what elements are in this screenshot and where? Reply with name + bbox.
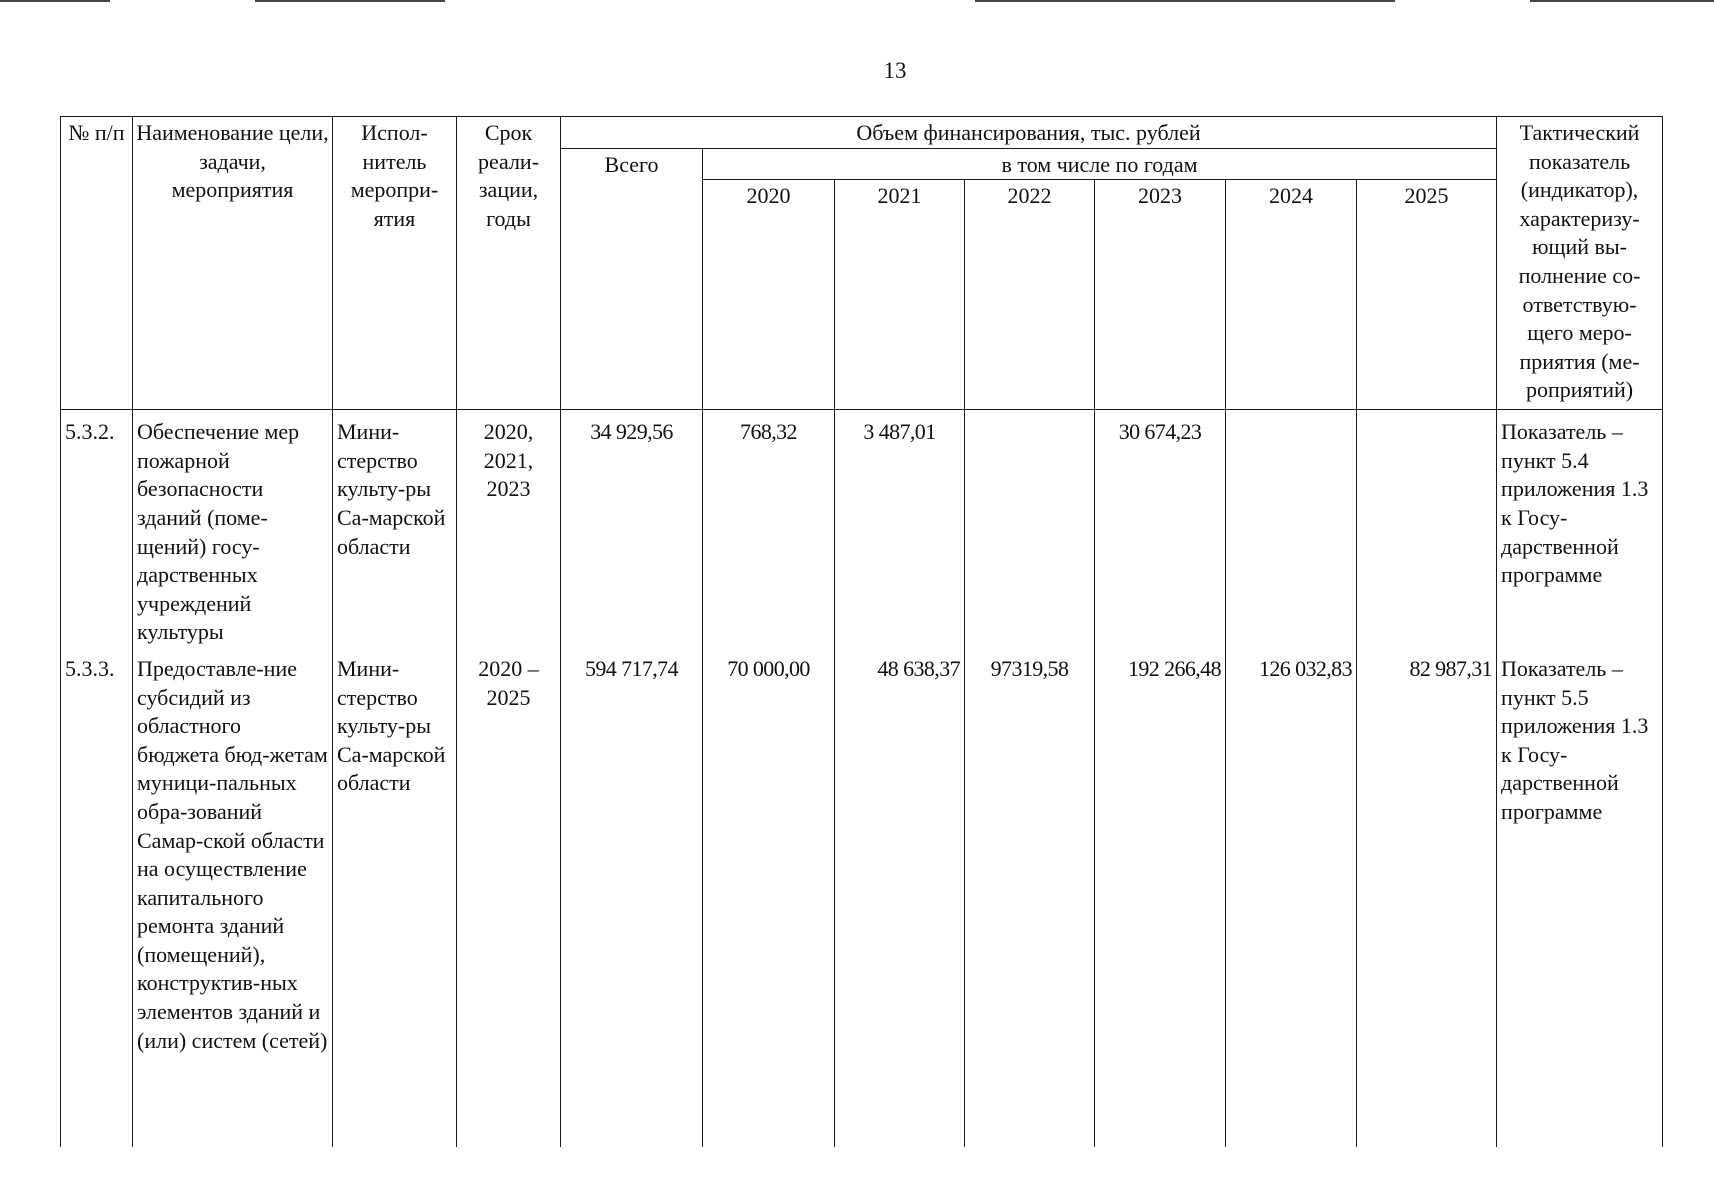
header-indicator: Тактический показатель (индикатор), характеризу-ющий вы-полнение со-ответствую-щего меро-приятия (ме-роприятий) bbox=[1497, 117, 1663, 410]
header-year-2025: 2025 bbox=[1357, 180, 1497, 410]
header-name: Наименование цели, задачи, мероприятия bbox=[133, 117, 333, 410]
row-number: 5.3.3. bbox=[61, 647, 133, 1147]
table-header bbox=[61, 117, 1663, 410]
row-value-2023: 30 674,23 bbox=[1095, 410, 1226, 647]
row-total: 34 929,56 bbox=[561, 410, 703, 647]
row-value-2020: 768,32 bbox=[703, 410, 835, 647]
row-executor: Мини-стерство культу-ры Са-марской области bbox=[333, 647, 457, 1147]
row-value-2025: 82 987,31 bbox=[1357, 647, 1497, 1147]
table-row bbox=[61, 410, 1663, 647]
row-value-2022: 97319,58 bbox=[965, 647, 1095, 1147]
row-number: 5.3.2. bbox=[61, 410, 133, 647]
header-executor: Испол-нитель меропри-ятия bbox=[333, 117, 457, 410]
header-funding: Объем финансирования, тыс. рублей bbox=[561, 117, 1497, 149]
row-term: 2020, 2021, 2023 bbox=[457, 410, 561, 647]
header-year-2020: 2020 bbox=[703, 180, 835, 410]
header-year-2022: 2022 bbox=[965, 180, 1095, 410]
funding-table bbox=[60, 116, 1663, 1147]
row-indicator: Показатель – пункт 5.5 приложения 1.3 к Госу-дарственной программе bbox=[1497, 647, 1663, 1147]
row-value-2021: 48 638,37 bbox=[835, 647, 965, 1147]
table-body bbox=[61, 410, 1663, 1147]
row-value-2023: 192 266,48 bbox=[1095, 647, 1226, 1147]
row-name: Обеспечение мер пожарной безопасности зданий (поме-щений) госу-дарственных учреждений культуры bbox=[133, 410, 333, 647]
header-year-2023: 2023 bbox=[1095, 180, 1226, 410]
header-total: Всего bbox=[561, 148, 703, 410]
row-executor: Мини-стерство культу-ры Са-марской области bbox=[333, 410, 457, 647]
header-year-2024: 2024 bbox=[1226, 180, 1357, 410]
row-value-2024: 126 032,83 bbox=[1226, 647, 1357, 1147]
row-name: Предоставле-ние субсидий из областного бюджета бюд-жетам муници-пальных обра-зований Самар-ской области на осуществление капитального ремонта зданий (помещений), конструктив-ных элементов зданий и (или) систем (сетей) bbox=[133, 647, 333, 1147]
header-year-2021: 2021 bbox=[835, 180, 965, 410]
row-term: 2020 – 2025 bbox=[457, 647, 561, 1147]
row-value-2022 bbox=[965, 410, 1095, 647]
header-no: № п/п bbox=[61, 117, 133, 410]
header-term: Срок реали-зации, годы bbox=[457, 117, 561, 410]
row-total: 594 717,74 bbox=[561, 647, 703, 1147]
row-value-2020: 70 000,00 bbox=[703, 647, 835, 1147]
table-row bbox=[61, 647, 1663, 1147]
header-by-years: в том числе по годам bbox=[703, 148, 1497, 180]
row-value-2024 bbox=[1226, 410, 1357, 647]
page-number: 13 bbox=[883, 58, 907, 83]
row-value-2025 bbox=[1357, 410, 1497, 647]
row-value-2021: 3 487,01 bbox=[835, 410, 965, 647]
row-indicator: Показатель – пункт 5.4 приложения 1.3 к Госу-дарственной программе bbox=[1497, 410, 1663, 647]
